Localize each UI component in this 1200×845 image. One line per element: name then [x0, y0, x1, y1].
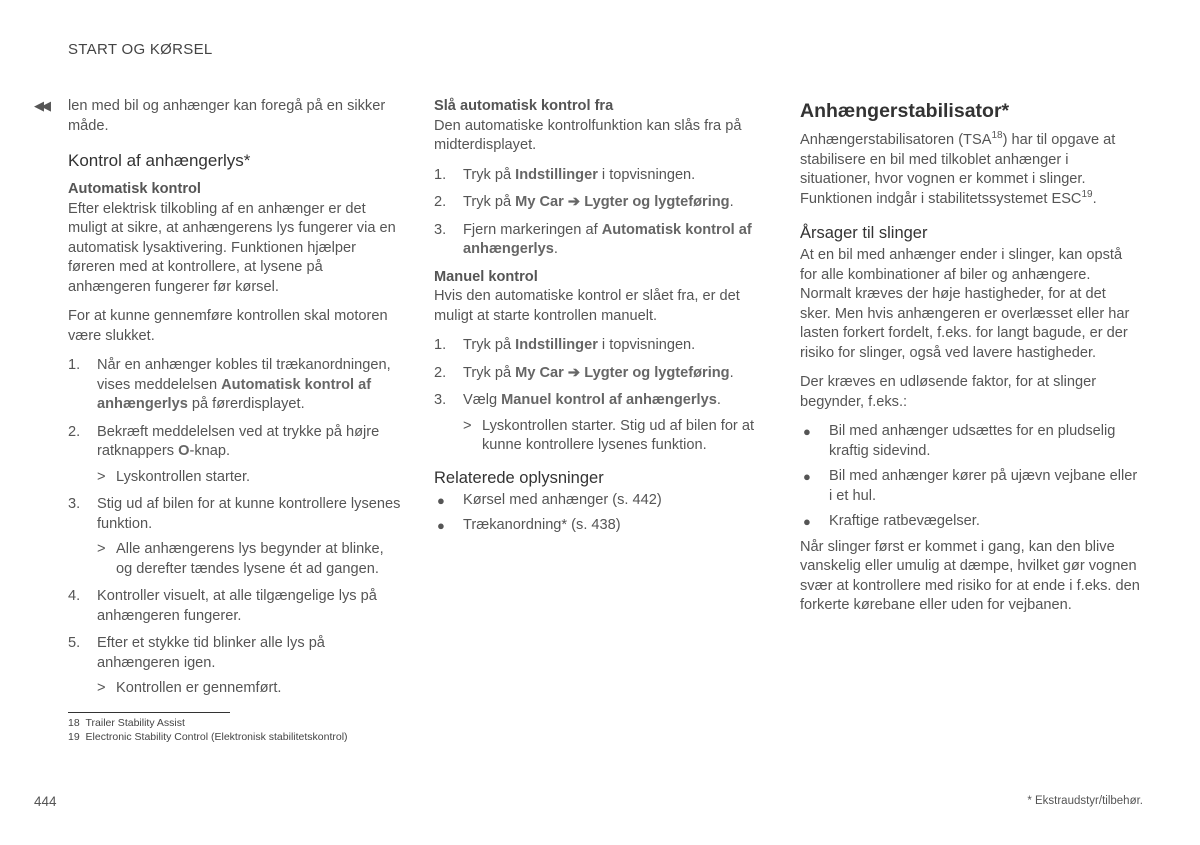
column-2	[434, 97, 764, 542]
result-step-2: > Lyskontrollen starter.	[68, 468, 403, 488]
column-3	[800, 97, 1140, 626]
bullet-icon: ●	[803, 424, 811, 439]
ui-text-o-button: O	[178, 443, 190, 459]
bullet-icon: ●	[437, 518, 445, 533]
ui-text-manual-check: Manuel kontrol af anhængerlys	[501, 392, 717, 408]
heading-related-info: Relaterede oplysninger	[434, 468, 604, 487]
result-arrow-icon: >	[97, 541, 106, 557]
paragraph-tsa: Anhængerstabilisatoren (TSA$^{18}$) har til opgave at stabilisere en bil med tilkoblet anhænger i situationer, hvor vognen er kommet i slinger. Funktionen indgår i stabilitetssystemet ESC$^{19}$.	[800, 130, 1116, 207]
manual-step-2: 2. Tryk på My Car ➔ Lygter og lygteføring.	[434, 364, 734, 381]
ui-text-auto-check: Automatisk kontrol af anhængerlys	[463, 221, 752, 257]
disable-step-2: 2. Tryk på My Car ➔ Lygter og lygteføring.	[434, 194, 734, 210]
arrow-right-icon: ➔	[567, 194, 581, 210]
ui-text-lights: Lygter og lygteføring	[584, 364, 730, 381]
heading-trailer-stabilizer: Anhængerstabilisator*	[800, 100, 1010, 122]
ui-text-my-car: My Car	[515, 194, 564, 210]
step-number: 3.	[68, 496, 81, 512]
subheading-automatic-check: Automatisk kontrol	[68, 181, 201, 197]
ui-text-my-car: My Car	[515, 364, 564, 381]
bullet-icon: ●	[437, 492, 445, 508]
ui-text-settings: Indstillinger	[515, 166, 598, 183]
footnote-18: 18 Trailer Stability Assist	[68, 717, 185, 729]
disable-step-1: 1. Tryk på Indstillinger i topvisningen.	[434, 166, 696, 183]
continued-arrows-icon: ◀◀	[34, 98, 48, 113]
step-1: 1. Når en anhænger kobles til trækanordningen, vises meddelelsen Automatisk kontrol af anhængerlys på førerdisplayet.	[68, 357, 391, 412]
step-4: 4. Kontroller visuelt, at alle tilgængelige lys på anhængeren fungerer.	[68, 588, 377, 624]
step-2: 2. Bekræft meddelelsen ved at trykke på højre ratknappers O-knap.	[68, 423, 380, 459]
step-number: 5.	[68, 635, 81, 651]
page-number: 444	[34, 794, 57, 809]
footnote-19: 19 Electronic Stability Control (Elektronisk stabilitetskontrol)	[68, 731, 348, 743]
step-number: 2.	[68, 423, 81, 440]
list-item: ● Bil med anhænger udsættes for en pludselig kraftig sidevind.	[803, 423, 1116, 459]
step-5: 5. Efter et stykke tid blinker alle lys på anhængeren igen.	[68, 635, 325, 671]
subheading-sway-causes: Årsager til slinger	[800, 224, 928, 242]
result-manual-step-3: > Lyskontrollen starter. Stig ud af bilen for at kunne kontrollere lysenes funktion.	[463, 417, 755, 453]
ui-text-auto-check: Automatisk kontrol af anhængerlys	[97, 376, 372, 412]
paragraph-manual: Hvis den automatiske kontrol er slået fra, er det muligt at starte kontrollen manuelt.	[434, 288, 740, 324]
intro-text: len med bil og anhænger kan foregå på en sikker måde.	[68, 98, 386, 134]
step-3: 3. Stig ud af bilen for at kunne kontrollere lysenes funktion.	[68, 496, 401, 532]
step-number: 1.	[68, 357, 81, 373]
column-1	[68, 97, 403, 707]
manual-step-1: 1. Tryk på Indstillinger i topvisningen.	[434, 337, 696, 353]
result-arrow-icon: >	[97, 468, 106, 485]
related-link-2[interactable]: ● Trækanordning* (s. 438)	[434, 516, 764, 536]
paragraph-sway-danger: Når slinger først er kommet i gang, kan den blive vanskelig eller umulig at dæmpe, hvilket gør vognen svær at kontrollere med risiko for at ende i f.eks. den forkerte kørebane eller uden for vejbanen.	[800, 538, 1140, 613]
paragraph-sway: At en bil med anhænger ender i slinger, kan opstå for alle kombinationer af biler og anhængere. Normalt kræves der høje hastigheder, for at det sker. Men hvis anhængeren er overlæsset eller har lasten forkert fordelt, f.eks. for langt bagude, er der risiko for slinger, også ved lavere hastigheder.	[800, 247, 1130, 361]
list-item: ● Kraftige ratbevægelser.	[800, 512, 1140, 532]
footnote-ref-19: 19	[1081, 188, 1093, 200]
result-step-3: > Alle anhængerens lys begynder at blinke, og derefter tændes lysene ét ad gangen.	[97, 541, 384, 577]
footnote-divider	[68, 712, 230, 713]
result-step-5: > Kontrollen er gennemført.	[68, 679, 403, 699]
ui-text-settings: Indstillinger	[515, 337, 598, 353]
paragraph-engine-off: For at kunne gennemføre kontrollen skal motoren være slukket.	[68, 308, 388, 344]
paragraph-disable: Den automatiske kontrolfunktion kan slås fra på midterdisplayet.	[434, 117, 742, 153]
footnote-ref-18: 18	[991, 130, 1003, 142]
result-arrow-icon: >	[463, 417, 472, 434]
paragraph-automatic: Efter elektrisk tilkobling af en anhænger er det muligt at sikre, at anhængerens lys fungerer via en automatisk lysaktivering. Funktionen hjælper føreren med at kontrollere, at lysene på anhængeren fungerer før kørsel.	[68, 200, 396, 295]
paragraph-trigger: Der kræves en udløsende faktor, for at slinger begynder, f.eks.:	[800, 374, 1097, 410]
list-item: ● Bil med anhænger kører på ujævn vejbane eller i et hul.	[803, 468, 1138, 504]
subheading-disable-auto-check: Slå automatisk kontrol fra	[434, 98, 614, 114]
accessory-note: * Ekstraudstyr/tilbehør.	[1027, 795, 1143, 807]
result-arrow-icon: >	[97, 680, 106, 696]
disable-step-3: 3. Fjern markeringen af Automatisk kontrol af anhængerlys.	[434, 221, 752, 257]
step-number: 4.	[68, 588, 81, 604]
subheading-manual-check: Manuel kontrol	[434, 268, 538, 285]
manual-step-3: 3. Vælg Manuel kontrol af anhængerlys.	[434, 392, 721, 408]
bullet-icon: ●	[803, 514, 811, 529]
related-link-1[interactable]: ● Kørsel med anhænger (s. 442)	[434, 491, 764, 511]
heading-trailer-light-check: Kontrol af anhængerlys*	[68, 151, 251, 170]
arrow-right-icon: ➔	[567, 364, 581, 381]
ui-text-lights: Lygter og lygteføring	[584, 194, 730, 210]
section-title: START OG KØRSEL	[68, 41, 213, 58]
bullet-icon: ●	[803, 469, 811, 484]
